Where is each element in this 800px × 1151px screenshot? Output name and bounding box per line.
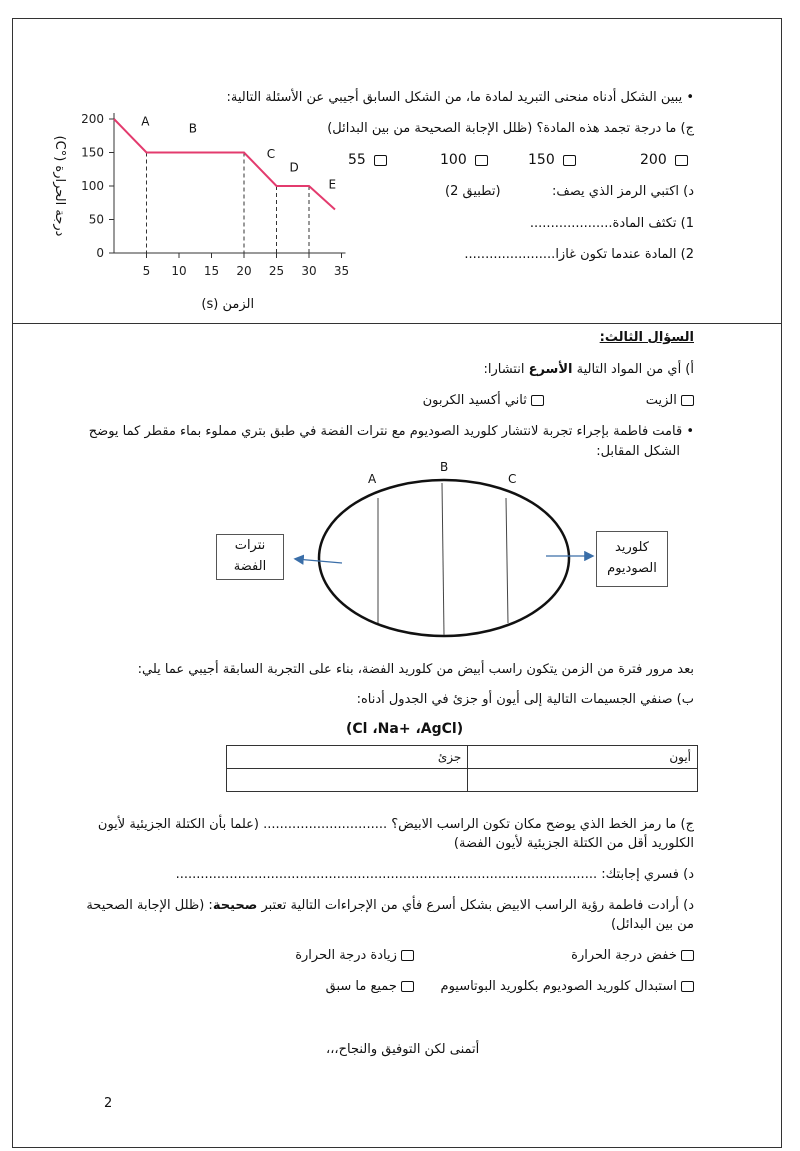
checkbox-icon[interactable] (681, 950, 694, 961)
y-tick-label: 50 (88, 212, 104, 227)
x-tick-label: 25 (268, 264, 285, 278)
q2-c-question: ج) ما درجة تجمد هذه المادة؟ (ظلل الإجابة الصحيحة من بين البدائل) (327, 121, 694, 136)
section-divider (12, 323, 782, 324)
silver-nitrate-box: نترات الفضة (216, 534, 284, 580)
x-tick-label: 20 (236, 264, 252, 278)
point-label-b: B (188, 121, 197, 136)
q2-c-option-100[interactable]: 100 (440, 152, 488, 168)
sodium-chloride-box: كلوريد الصوديوم (596, 531, 668, 587)
x-tick-label: 15 (203, 264, 220, 278)
point-label-c: C (266, 146, 276, 161)
q2-d-note: (تطبيق 2) (445, 184, 501, 199)
q3-c-line2: الكلوريد أقل من الكتلة الجزيئية لأيون الفضة) (453, 836, 694, 851)
checkbox-icon[interactable] (374, 155, 387, 166)
q3-a-question: أ) أي من المواد التالية الأسرع انتشارا: (483, 362, 694, 377)
checkbox-icon[interactable] (531, 395, 544, 406)
label-b: B (440, 460, 449, 474)
q3-e-option-replace-kcl[interactable]: استبدال كلوريد الصوديوم بكلوريد البوتاسيوم (441, 979, 694, 994)
q2-c-option-55[interactable]: 55 (348, 152, 387, 168)
q3-a-option-oil[interactable]: الزيت (646, 393, 694, 408)
x-tick-label: 10 (171, 264, 187, 278)
q3-c-line1: ج) ما رمز الخط الذي يوضح مكان تكون الراسب الابيض؟ .............................. (علما بأن الكتلة الجزيئية لأيون (97, 817, 694, 832)
label-c: C (508, 472, 517, 486)
q3-bullet-line1: • قامت فاطمة بإجراء تجربة لانتشار كلوريد الصوديوم مع نترات الفضة في طبق بتري مملوء بماء مقطر كما يوضح (88, 424, 694, 439)
cooling-curve-chart (28, 20, 358, 320)
y-tick-label: 0 (96, 246, 104, 260)
q2-c-option-200[interactable]: 200 (640, 152, 688, 168)
q3-b-particles: (Cl ،Na+ ،AgCl) (346, 721, 464, 737)
page-number: 2 (104, 1096, 113, 1111)
q3-title: السؤال الثالث: (599, 330, 694, 345)
checkbox-icon[interactable] (681, 395, 694, 406)
y-tick-label: 100 (81, 179, 104, 193)
table-header-ion: أيون (468, 746, 698, 769)
y-axis-label: درجة الحرارة (°C) (52, 135, 67, 237)
point-label-d: D (289, 160, 299, 175)
point-label-a: A (141, 114, 150, 129)
q2-d2: 2) المادة عندما تكون غازا...................... (464, 247, 694, 262)
closing-text: أتمنى لكن التوفيق والنجاح،،، (326, 1042, 480, 1057)
q3-e-line2: من بين البدائل) (610, 917, 694, 932)
q2-d-question: د) اكتبي الرمز الذي يصف: (551, 184, 694, 199)
q2-d1: 1) تكثف المادة.................... (529, 216, 694, 231)
x-tick-label: 35 (333, 264, 350, 278)
table-cell-ion-answer[interactable] (468, 769, 698, 792)
checkbox-icon[interactable] (401, 950, 414, 961)
line-c (506, 498, 508, 623)
q3-d-explain: د) فسري إجابتك: ...................................................................................................... (175, 867, 694, 882)
y-tick-label: 150 (81, 145, 104, 160)
q3-b-question: ب) صنفي الجسيمات التالية إلى أيون أو جزئ في الجدول أدناه: (356, 692, 694, 707)
point-label-e: E (328, 177, 337, 192)
x-axis-label: الزمن (s) (201, 297, 255, 312)
x-tick-label: 5 (142, 264, 151, 278)
table-header-molecule: جزئ (227, 746, 468, 769)
x-tick-label: 30 (301, 264, 317, 278)
checkbox-icon[interactable] (401, 981, 414, 992)
line-b (442, 483, 444, 635)
q3-a-option-co2[interactable]: ثاني أكسيد الكربون (423, 393, 544, 408)
checkbox-icon[interactable] (681, 981, 694, 992)
petri-dish-diagram (0, 455, 800, 655)
q3-e-option-all[interactable]: جميع ما سبق (326, 979, 414, 994)
checkbox-icon[interactable] (675, 155, 688, 166)
q3-e-line1: د) أرادت فاطمة رؤية الراسب الابيض بشكل أسرع فأي من الإجراءات التالية تعتبر صحيحة: (ظلل الإجابة الصحيحة (86, 898, 694, 913)
q3-after-text: بعد مرور فترة من الزمن يتكون راسب أبيض من كلوريد الفضة، بناء على التجربة السابقة أجيبي عما يلي: (137, 662, 694, 677)
q3-e-option-lower-temp[interactable]: خفض درجة الحرارة (571, 948, 694, 963)
checkbox-icon[interactable] (475, 155, 488, 166)
checkbox-icon[interactable] (563, 155, 576, 166)
q2-c-option-150[interactable]: 150 (528, 152, 576, 168)
table-cell-molecule-answer[interactable] (227, 769, 468, 792)
q3-e-option-raise-temp[interactable]: زيادة درجة الحرارة (295, 948, 414, 963)
classification-table (226, 745, 698, 792)
q2-intro: • يبين الشكل أدناه منحنى التبريد لمادة ما، من الشكل السابق أجيبي عن الأسئلة التالية: (226, 90, 694, 105)
q3-bullet-line2: الشكل المقابل: (596, 444, 680, 459)
cooling-curve-line (114, 119, 335, 209)
y-tick-label: 200 (81, 112, 104, 126)
label-a: A (368, 472, 377, 486)
